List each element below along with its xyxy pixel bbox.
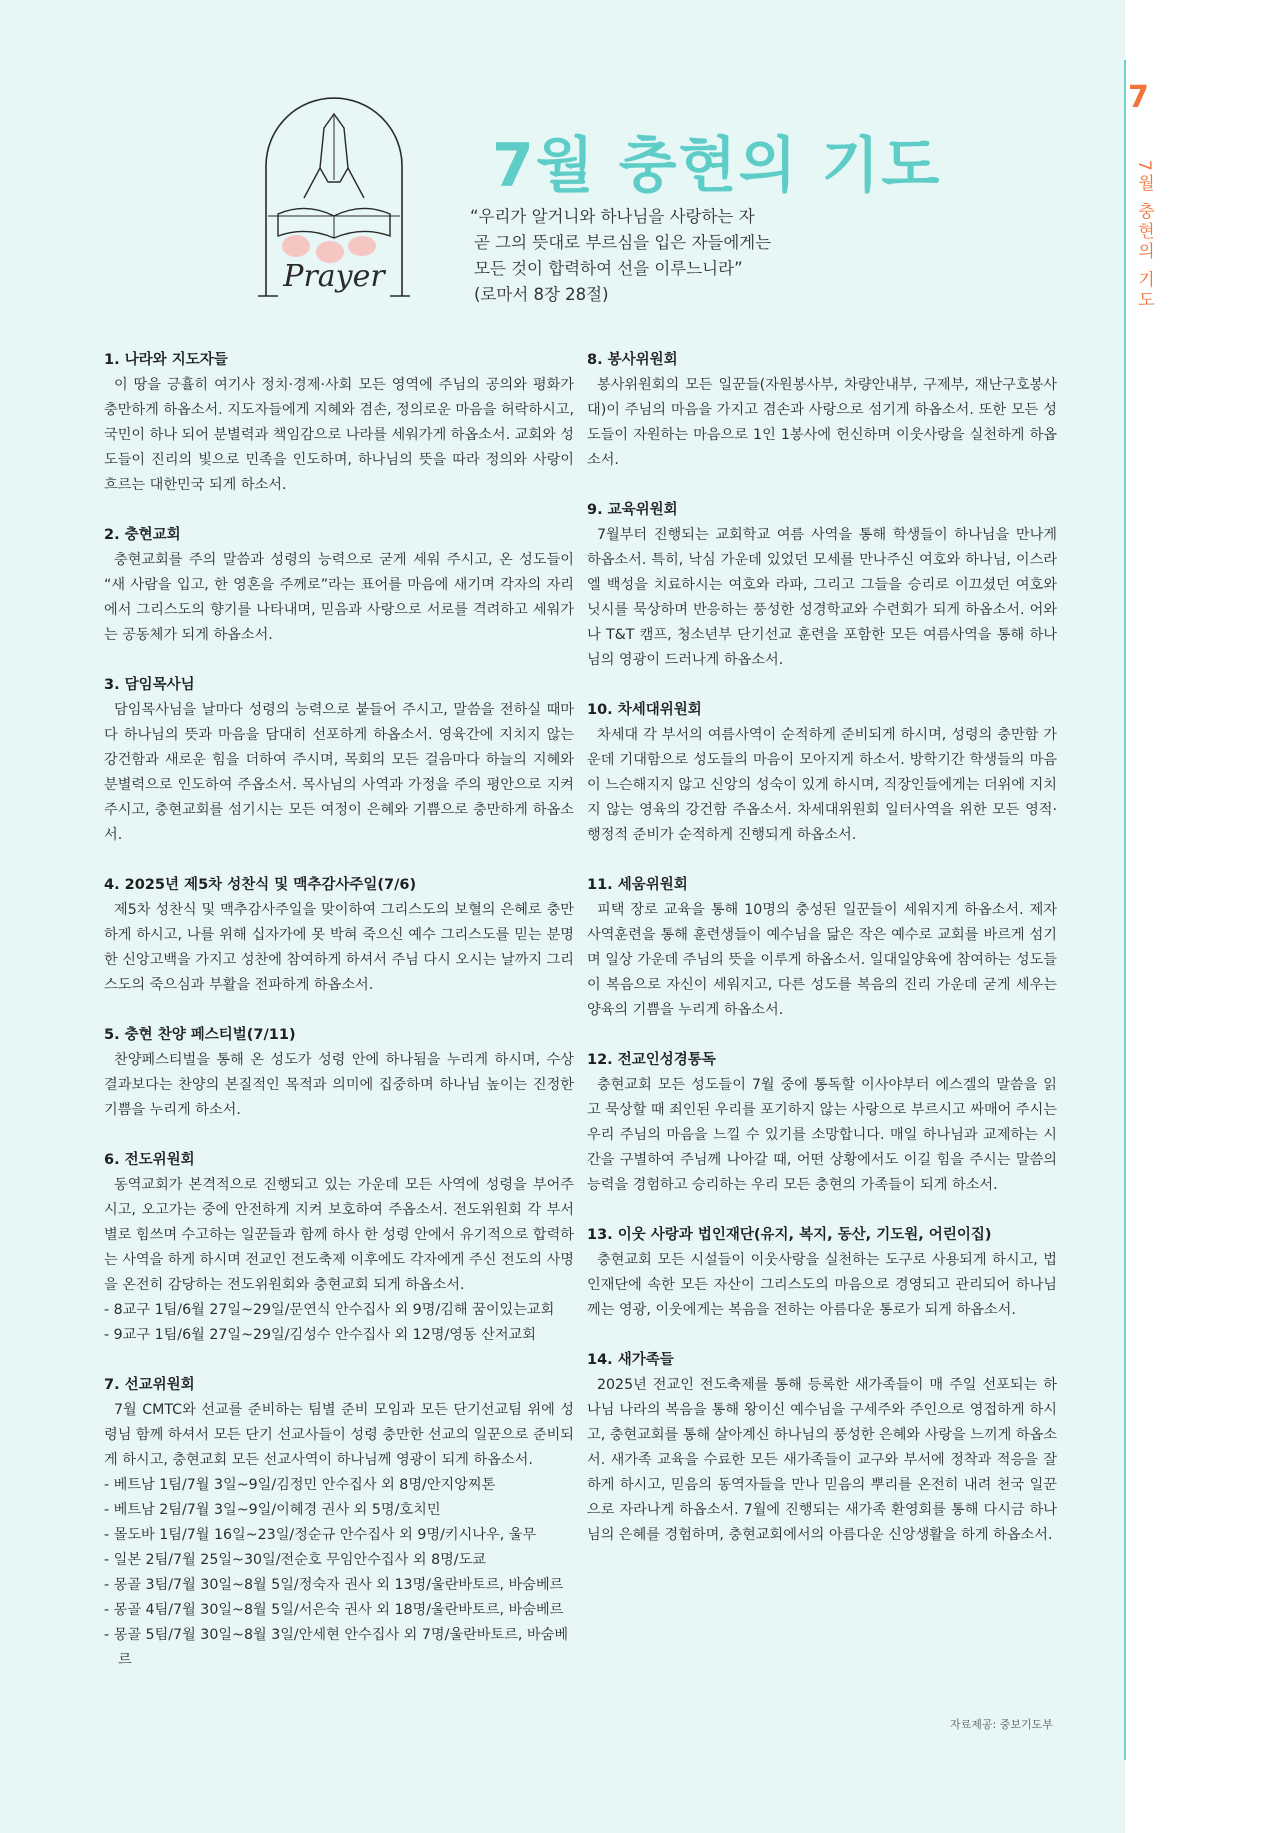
verse-line: “우리가 알거니와 하나님을 사랑하는 자 bbox=[470, 207, 755, 226]
section-heading: 11. 세움위원회 bbox=[587, 877, 688, 893]
prayer-hands-logo-icon bbox=[254, 86, 414, 308]
section-body: 7월부터 진행되는 교회학교 여름 사역을 통해 학생들이 하나님을 만나게 하옵소서. 특히, 낙심 가운데 있었던 모세를 만나주신 여호와 하나님, 이스라엘 백성을 치료하시는 여호와 라파, 그리고 그들을 승리로 이끄셨던 여호와 닛시를 묵상하며 반응하는 풍성한 성경학교와 수련회가 되게 하옵소서. 어와나 T&T 캠프, 청소년부 단기선교 훈련을 포함한 모든 여름사역을 통해 하나님의 영광이 드러나게 하옵소서. bbox=[587, 527, 1057, 668]
vertical-section-title: 7월 충현의 기도 bbox=[1134, 160, 1154, 311]
section-body: 피택 장로 교육을 통해 10명의 충성된 일꾼들이 세워지게 하옵소서. 제자사역훈련을 통해 훈련생들이 예수님을 닮은 작은 예수로 교회를 바르게 섬기며 일상 가운데 주님의 뜻을 이루게 하옵소서. 일대일양육에 참여하는 성도들이 복음으로 자신이 세워지고, 다른 성도를 복음의 진리 가운데 굳게 세우는 양육의 기쁨을 누리게 하옵소서. bbox=[587, 902, 1057, 1018]
section-heading: 7. 선교위원회 bbox=[104, 1377, 195, 1393]
section-body: 제5차 성찬식 및 맥추감사주일을 맞이하여 그리스도의 보혈의 은혜로 충만하게 하시고, 나를 위해 십자가에 못 박혀 죽으신 예수 그리스도를 믿는 분명한 신앙고백을 가지고 성찬에 참여하게 하셔서 주님 다시 오시는 날까지 그리스도의 죽으심과 부활을 전파하게 하옵소서. bbox=[104, 902, 574, 993]
section-body: 차세대 각 부서의 여름사역이 순적하게 준비되게 하시며, 성령의 충만함 가운데 기대함으로 성도들의 마음이 모아지게 하소서. 방학기간 학생들의 마음이 느슨해지지 않고 신앙의 성숙이 있게 하시며, 직장인들에게는 더위에 지치지 않는 영육의 강건함 주옵소서. 차세대위원회 일터사역을 위한 모든 영적·행정적 준비가 순적하게 진행되게 하옵소서. bbox=[587, 727, 1057, 843]
team-list-item: - 8교구 1팀/6월 27일~29일/문연식 안수집사 외 9명/김해 꿈이있는교회 bbox=[104, 1302, 555, 1318]
prayer-section bbox=[104, 348, 574, 498]
section-body: 충현교회 모든 시설들이 이웃사랑을 실천하는 도구로 사용되게 하시고, 법인재단에 속한 모든 자산이 그리스도의 마음으로 경영되고 관리되어 하나님께는 영광, 이웃에게는 복음을 전하는 아름다운 통로가 되게 하옵소서. bbox=[587, 1252, 1057, 1318]
bible-verse bbox=[470, 204, 771, 308]
prayer-section bbox=[587, 873, 1057, 1023]
side-divider bbox=[1124, 60, 1126, 1760]
section-body: 충현교회 모든 성도들이 7월 중에 통독할 이사야부터 에스겔의 말씀을 읽고 묵상할 때 죄인된 우리를 포기하지 않는 사랑으로 부르시고 싸매어 주시는 우리 주님의 마음을 느낄 수 있기를 소망합니다. 매일 하나님과 교제하는 시간을 구별하여 주님께 나아갈 때, 어떤 상황에서도 이길 힘을 주시는 말씀의 능력을 경험하고 승리하는 우리 모든 충현의 가족들이 되게 하소서. bbox=[587, 1077, 1057, 1193]
team-list-item: - 몽골 3팀/7월 30일~8월 5일/정숙자 권사 외 13명/울란바토르, 바숨베르 bbox=[104, 1577, 564, 1593]
prayer-section bbox=[587, 698, 1057, 848]
team-list-item: - 몽골 4팀/7월 30일~8월 5일/서은숙 권사 외 18명/울란바토르, 바숨베르 bbox=[104, 1602, 564, 1618]
prayer-section bbox=[104, 1023, 574, 1123]
section-body: 이 땅을 긍휼히 여기사 정치·경제·사회 모든 영역에 주님의 공의와 평화가 충만하게 하옵소서. 지도자들에게 지혜와 겸손, 정의로운 마음을 허락하시고, 국민이 하나 되어 분별력과 책임감으로 나라를 세워가게 하옵소서. 교회와 성도들이 진리의 빛으로 민족을 인도하며, 하나님의 뜻을 따라 정의와 사랑이 흐르는 대한민국 되게 하소서. bbox=[104, 377, 574, 493]
prayer-section bbox=[104, 523, 574, 648]
team-list-item: - 9교구 1팀/6월 27일~29일/김성수 안수집사 외 12명/영동 산저교회 bbox=[104, 1327, 536, 1343]
section-heading: 5. 충현 찬양 페스티벌(7/11) bbox=[104, 1027, 296, 1043]
section-heading: 14. 새가족들 bbox=[587, 1352, 674, 1368]
prayer-section bbox=[104, 873, 574, 998]
prayer-section bbox=[587, 1223, 1057, 1323]
verse-line: 곧 그의 뜻대로 부르심을 입은 자들에게는 bbox=[474, 233, 772, 252]
team-list-item: - 몰도바 1팀/7월 16일~23일/정순규 안수집사 외 9명/키시나우, 울무 bbox=[104, 1527, 537, 1543]
section-heading: 8. 봉사위원회 bbox=[587, 352, 678, 368]
section-heading: 1. 나라와 지도자들 bbox=[104, 352, 228, 368]
team-list-item: - 베트남 2팀/7월 3일~9일/이혜경 권사 외 5명/호치민 bbox=[104, 1502, 441, 1518]
source-credit: 자료제공: 중보기도부 bbox=[950, 1718, 1053, 1731]
prayer-section bbox=[587, 348, 1057, 473]
prayer-section bbox=[104, 673, 574, 848]
team-list-item: - 몽골 5팀/7월 30일~8월 3일/안세현 안수집사 외 7명/울란바토르, 바숨베르 bbox=[104, 1627, 569, 1668]
section-heading: 10. 차세대위원회 bbox=[587, 702, 702, 718]
team-list-item: - 일본 2팀/7월 25일~30일/전순호 무임안수집사 외 8명/도쿄 bbox=[104, 1552, 486, 1568]
section-heading: 2. 충현교회 bbox=[104, 527, 181, 543]
section-heading: 3. 담임목사님 bbox=[104, 677, 195, 693]
prayer-section bbox=[104, 1148, 574, 1348]
prayer-section bbox=[587, 1348, 1057, 1548]
prayer-section bbox=[104, 1373, 574, 1673]
logo-word: Prayer bbox=[283, 259, 385, 294]
section-body: 봉사위원회의 모든 일꾼들(자원봉사부, 차량안내부, 구제부, 재난구호봉사대)이 주님의 마음을 가지고 겸손과 사랑으로 섬기게 하옵소서. 또한 모든 성도들이 자원하는 마음으로 1인 1봉사에 헌신하며 이웃사랑을 실천하게 하옵소서. bbox=[587, 377, 1057, 468]
team-list-item: - 베트남 1팀/7월 3일~9일/김정민 안수집사 외 8명/안지앙찌톤 bbox=[104, 1477, 496, 1493]
section-heading: 13. 이웃 사랑과 법인재단(유지, 복지, 동산, 기도원, 어린이집) bbox=[587, 1227, 992, 1243]
section-body: 충현교회를 주의 말씀과 성령의 능력으로 굳게 세워 주시고, 온 성도들이 “새 사람을 입고, 한 영혼을 주께로”라는 표어를 마음에 새기며 각자의 자리에서 그리스도의 향기를 나타내며, 믿음과 사랑으로 서로를 격려하고 세워가는 공동체가 되게 하옵소서. bbox=[104, 552, 574, 643]
section-body: 2025년 전교인 전도축제를 통해 등록한 새가족들이 매 주일 선포되는 하나님 나라의 복음을 통해 왕이신 예수님을 구세주와 주인으로 영접하게 하시고, 충현교회를 통해 살아계신 하나님의 풍성한 은혜와 사랑을 느끼게 하옵소서. 새가족 교육을 수료한 모든 새가족들이 교구와 부서에 정착과 적응을 잘하게 하시고, 믿음의 동역자들을 만나 믿음의 뿌리를 온전히 내려 천국 일꾼으로 자라나게 하옵소서. 7월에 진행되는 새가족 환영회를 통해 다시금 하나님의 은혜를 경험하며, 충현교회에서의 아름다운 신앙생활을 하게 하옵소서. bbox=[587, 1377, 1057, 1543]
section-body: 담임목사님을 날마다 성령의 능력으로 붙들어 주시고, 말씀을 전하실 때마다 하나님의 뜻과 마음을 담대히 선포하게 하옵소서. 영육간에 지치지 않는 강건함과 새로운 힘을 더하여 주시며, 목회의 모든 걸음마다 하늘의 지혜와 분별력으로 인도하여 주옵소서. 목사님의 사역과 가정을 주의 평안으로 지켜 주시고, 충현교회를 섬기시는 모든 여정이 은혜와 기쁨으로 충만하게 하옵소서. bbox=[104, 702, 574, 843]
page-number: 7 bbox=[1128, 80, 1149, 115]
team-list bbox=[104, 1473, 574, 1673]
team-list bbox=[104, 1298, 574, 1348]
section-heading: 6. 전도위원회 bbox=[104, 1152, 195, 1168]
right-column bbox=[587, 348, 1057, 1573]
section-heading: 4. 2025년 제5차 성찬식 및 맥추감사주일(7/6) bbox=[104, 877, 417, 893]
prayer-section bbox=[587, 1048, 1057, 1198]
left-column bbox=[104, 348, 574, 1698]
section-body: 찬양페스티벌을 통해 온 성도가 성령 안에 하나됨을 누리게 하시며, 수상 결과보다는 찬양의 본질적인 목적과 의미에 집중하며 하나님 높이는 진정한 기쁨을 누리게 하소서. bbox=[104, 1052, 574, 1118]
section-body: 7월 CMTC와 선교를 준비하는 팀별 준비 모임과 모든 단기선교팀 위에 성령님 함께 하셔서 모든 단기 선교사들이 성령 충만한 선교의 일꾼으로 준비되게 하시고, 충현교회 모든 선교사역이 하나님께 영광이 되게 하옵소서. bbox=[104, 1402, 574, 1468]
verse-line: 모든 것이 합력하여 선을 이루느니라” bbox=[474, 259, 743, 278]
section-heading: 12. 전교인성경통독 bbox=[587, 1052, 716, 1068]
verse-reference: (로마서 8장 28절) bbox=[474, 285, 609, 304]
section-body: 동역교회가 본격적으로 진행되고 있는 가운데 모든 사역에 성령을 부어주시고, 오고가는 중에 안전하게 지켜 보호하여 주옵소서. 전도위원회 각 부서별로 힘쓰며 수고하는 일꾼들과 함께 하사 한 성령 안에서 유기적으로 합력하는 사역을 하게 하시며 전교인 전도축제 이후에도 각자에게 주신 전도의 사명을 온전히 감당하는 전도위원회와 충현교회 되게 하옵소서. bbox=[104, 1177, 574, 1293]
page-title: 7월 충현의 기도 bbox=[492, 131, 942, 201]
prayer-section bbox=[587, 498, 1057, 673]
section-heading: 9. 교육위원회 bbox=[587, 502, 678, 518]
